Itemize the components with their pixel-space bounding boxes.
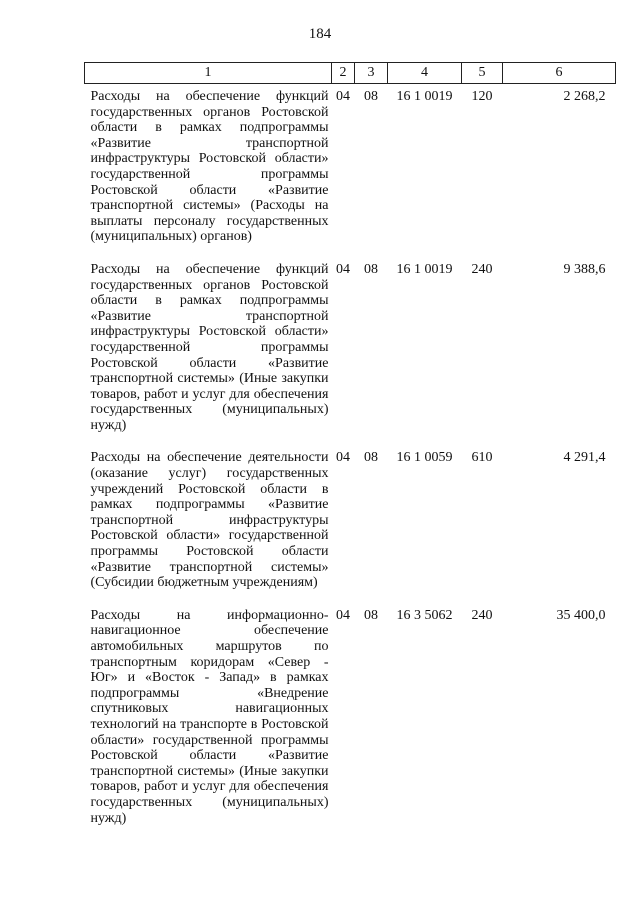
row-description: Расходы на обеспечение деятельности (оказание услуг) государственных учреждений Ростовской области в рамках подпрограммы «Развитие транспортной инфраструктуры Ростовской области» государственной программы Ростовской области «Развитие транспортной системы» (Субсидии бюджетным учреждениям) [90,450,329,591]
column-header-amount: 6 [503,63,616,84]
row-amount: 2 268,2 [563,89,606,104]
column-header-section: 2 [332,63,355,84]
budget-table [84,62,616,838]
column-header-target-article: 4 [388,63,462,84]
row-subsection: 08 [364,89,378,104]
row-section: 04 [336,450,350,466]
row-description: Расходы на информационно-навигационное обеспечение автомобильных маршрутов по транспортным коридорам «Север - Юг» и «Восток - Запад» в рамках подпрограммы «Внедрение спутниковых навигационных технологий на транспорте в Ростовской области» государственной программы Ростовской области «Развитие транспортной системы» (Иные закупки товаров, работ и услуг для обеспечения государственных (муниципальных) нужд) [90,607,329,826]
table-body [85,84,616,839]
row-section: 04 [336,89,350,104]
row-description: Расходы на обеспечение функций государственных органов Ростовской области в рамках подпрограммы «Развитие транспортной инфраструктуры Ростовской области» государственной программы Ростовской области «Развитие транспортной системы» (Расходы на выплаты персоналу государственных (муниципальных) органов) [90,89,329,245]
row-section: 04 [336,261,350,277]
column-header-subsection: 3 [355,63,388,84]
row-description: Расходы на обеспечение функций государственных органов Ростовской области в рамках подпрограммы «Развитие транспортной инфраструктуры Ростовской области» государственной программы Ростовской области «Развитие транспортной системы» (Иные закупки товаров, работ и услуг для обеспечения государственных (муниципальных) нужд) [90,261,329,433]
row-subsection: 08 [364,607,378,623]
row-amount: 4 291,4 [563,450,606,466]
header-row [85,63,616,84]
row-expense-type: 240 [471,607,493,623]
table-row [85,257,616,446]
row-amount: 35 400,0 [556,607,606,623]
row-expense-type: 120 [471,89,493,104]
table-row [85,603,616,838]
row-target-article: 16 1 0019 [396,261,453,277]
row-target-article: 16 3 5062 [396,607,453,623]
table-header [85,63,616,84]
row-amount: 9 388,6 [563,261,606,277]
row-target-article: 16 1 0019 [396,89,453,104]
row-subsection: 08 [364,450,378,466]
table-row [85,84,616,257]
column-header-description: 1 [85,63,332,84]
table-row [85,445,616,602]
row-expense-type: 610 [471,450,493,466]
row-target-article: 16 1 0059 [396,450,453,466]
page-number: 184 [308,26,332,42]
row-section: 04 [336,607,350,623]
row-expense-type: 240 [471,261,493,277]
column-header-expense-type: 5 [462,63,503,84]
row-subsection: 08 [364,261,378,277]
